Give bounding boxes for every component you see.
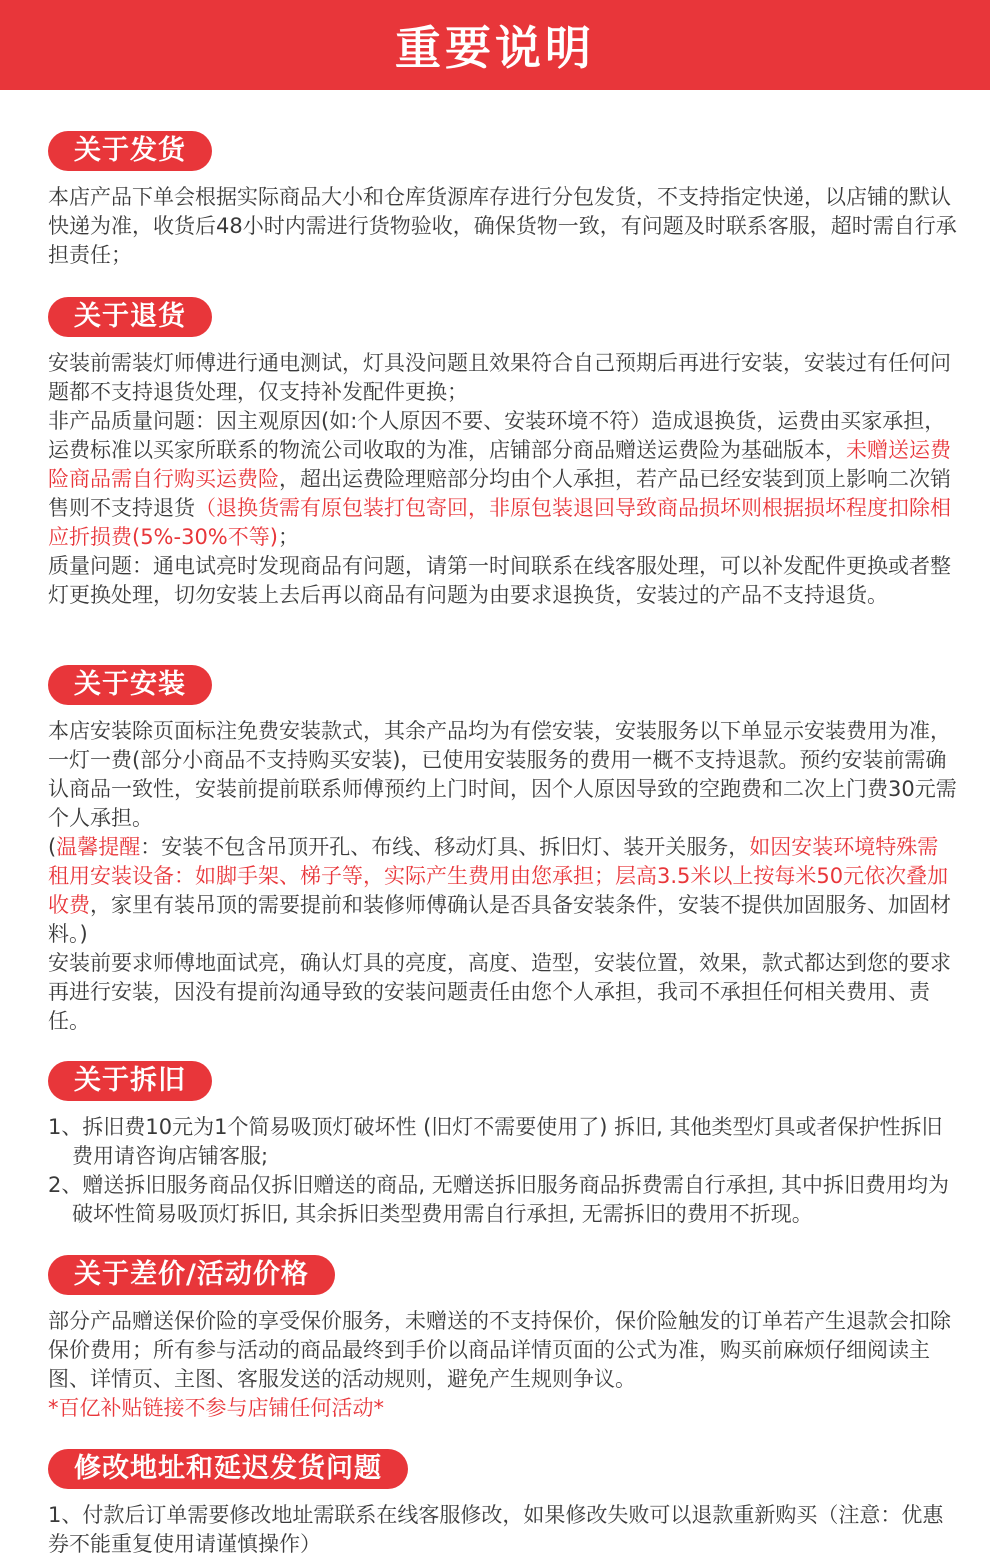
- section-title-install: 关于安装: [48, 665, 212, 705]
- install-p2-text-a: ：安装不包含吊顶开孔、布线、移动灯具、拆旧灯、装开关服务，: [140, 835, 750, 859]
- install-p2-highlight: 如因安装环境特殊需租用安装设备：如脚手架、梯子等，实际产生费用由您承担；层高3.5米以上按每米50元依次叠加收费: [48, 835, 949, 917]
- section-address: [48, 1449, 958, 1559]
- section-removal: [48, 1061, 958, 1229]
- returns-paragraph-3: 质量问题：通电试亮时发现商品有问题，请第一时间联系在线客服处理，可以补发配件更换或者整灯更换处理，切勿安装上去后再以商品有问题为由要求退换货，安装过的产品不支持退货。: [48, 554, 951, 607]
- install-p2-reminder-label: 温馨提醒: [56, 835, 141, 859]
- section-returns: [48, 297, 958, 610]
- returns-p2-highlight-2: （退换货需有原包装打包寄回，非原包装退回导致商品损坏则根据损坏程度扣除相应折损费(5%-30%不等): [48, 496, 951, 549]
- price-note: *百亿补贴链接不参与店铺任何活动*: [48, 1396, 384, 1420]
- section-shipping: [48, 131, 958, 270]
- returns-p2-text-b: ，超出运费险理赔部分均由个人承担，若产品已经安装到顶上影响二次销售则不支持退货: [48, 467, 951, 520]
- price-text-block: [48, 1307, 958, 1423]
- install-p2-text-b: ，家里有装吊顶的需要提前和装修师傅确认是否具备安装条件，安装不提供加固服务、加固材料。): [48, 893, 951, 946]
- shipping-paragraph: 本店产品下单会根据实际商品大小和仓库货源库存进行分包发货，不支持指定快递，以店铺的默认快递为准，收货后48小时内需进行货物验收，确保货物一致，有问题及时联系客服，超时需自行承担责任；: [48, 185, 957, 267]
- address-text-block: [48, 1501, 958, 1559]
- install-p2-open: (: [48, 835, 57, 859]
- returns-paragraph-2: [48, 407, 958, 552]
- section-price: [48, 1255, 958, 1423]
- price-paragraph: 部分产品赠送保价险的享受保价服务，未赠送的不支持保价，保价险触发的订单若产生退款会扣除保价费用；所有参与活动的商品最终到手价以商品详情页面的公式为准，购买前麻烦仔细阅读主图、详情页、主图、客服发送的活动规则，避免产生规则争议。: [48, 1309, 951, 1391]
- returns-paragraph-1: 安装前需装灯师傅进行通电测试，灯具没问题且效果符合自己预期后再进行安装，安装过有任何问题都不支持退货处理，仅支持补发配件更换；: [48, 351, 951, 404]
- section-title-price: 关于差价/活动价格: [48, 1255, 335, 1295]
- install-paragraph-1: 本店安装除页面标注免费安装款式，其余产品均为有偿安装，安装服务以下单显示安装费用为准，一灯一费(部分小商品不支持购买安装)，已使用安装服务的费用一概不支持退款。预约安装前需确认商品一致性，安装前提前联系师傅预约上门时间，因个人原因导致的空跑费和二次上门费30元需个人承担。: [48, 719, 957, 830]
- list-item: 1、拆旧费10元为1个简易吸顶灯破坏性 (旧灯不需要使用了) 拆旧, 其他类型灯具或者保护性拆旧费用请咨询店铺客服;: [48, 1115, 943, 1168]
- page-title: 重要说明: [395, 21, 595, 75]
- section-title-shipping: 关于发货: [48, 131, 212, 171]
- section-install: [48, 665, 958, 1036]
- section-title-returns: 关于退货: [48, 297, 212, 337]
- section-title-removal: 关于拆旧: [48, 1061, 212, 1101]
- returns-text-block: [48, 349, 958, 610]
- list-item: 2、赠送拆旧服务商品仅拆旧赠送的商品, 无赠送拆旧服务商品拆费需自行承担, 其中拆旧费用均为破坏性简易吸顶灯拆旧, 其余拆旧类型费用需自行承担, 无需拆旧的费用不折现。: [48, 1173, 950, 1226]
- returns-p2-text-a: 非产品质量问题：因主观原因(如:个人原因不要、安装环境不符）造成退换货，运费由买家承担，运费标准以买家所联系的物流公司收取的为准，店铺部分商品赠送运费险为基础版本，: [48, 409, 946, 462]
- install-paragraph-3: 安装前要求师傅地面试亮，确认灯具的亮度，高度、造型，安装位置，效果，款式都达到您的要求再进行安装，因没有提前沟通导致的安装问题责任由您个人承担，我司不承担任何相关费用、责任。: [48, 951, 951, 1033]
- install-text-block: [48, 717, 958, 1036]
- install-paragraph-2: [48, 833, 958, 949]
- returns-p2-text-c: ；: [277, 525, 299, 549]
- section-title-address: 修改地址和延迟发货问题: [48, 1449, 408, 1489]
- page-header: [0, 0, 990, 90]
- returns-p2-highlight-1: 未赠送运费险商品需自行购买运费险: [48, 438, 951, 491]
- removal-list: [48, 1113, 958, 1229]
- address-paragraph: 1、付款后订单需要修改地址需联系在线客服修改，如果修改失败可以退款重新购买（注意：优惠券不能重复使用请谨慎操作）: [48, 1503, 944, 1556]
- shipping-text-block: [48, 183, 958, 270]
